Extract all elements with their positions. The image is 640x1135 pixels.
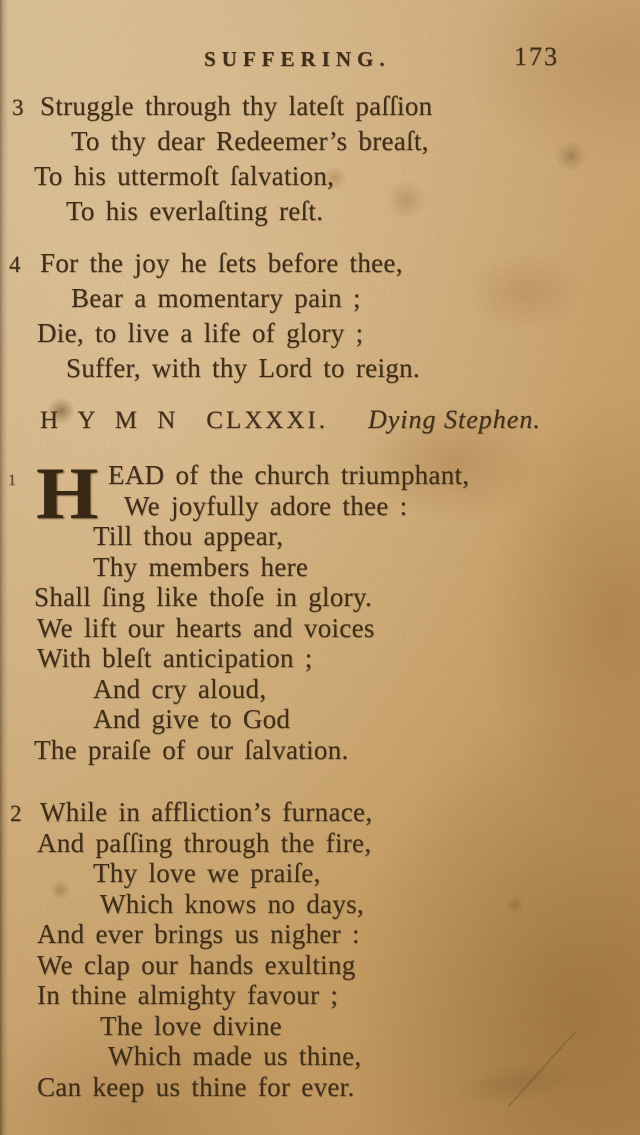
verse-line: Thy love we praiſe,	[93, 858, 321, 888]
verse-line: Bear a momentary pain ;	[71, 283, 361, 313]
section-title: SUFFERING.	[204, 47, 391, 71]
verse-line: EAD of the church triumphant,	[108, 460, 470, 490]
verse-line: While in affliction’s furnace,	[40, 797, 373, 827]
drop-cap-initial: H	[36, 453, 99, 535]
verse-line: We lift our hearts and voices	[37, 612, 375, 643]
verse-number: 1	[8, 472, 17, 489]
hymn-heading	[40, 405, 600, 435]
verse-line: Struggle through thy lateſt paſſion	[40, 91, 433, 121]
verse-line: Thy members here	[93, 551, 309, 582]
verse-line: In thine almighty favour ;	[37, 980, 339, 1010]
verse-line: For the joy he ſets before thee,	[40, 248, 403, 278]
verse-line: To thy dear Redeemer’s breaſt,	[71, 126, 429, 156]
verse-1	[0, 453, 630, 765]
verse-number: 2	[10, 801, 22, 826]
verse-line: And cry aloud,	[93, 673, 267, 704]
verse-line: And give to God	[93, 704, 291, 734]
verse-line: Suffer, with thy Lord to reign.	[66, 353, 420, 383]
verse-line: Which knows no days,	[100, 888, 364, 919]
verse-line: Till thou appear,	[93, 521, 284, 551]
verse-line: Can keep us thine for ever.	[37, 1071, 355, 1102]
verse-line: Which made us thine,	[108, 1041, 362, 1071]
verse-line: And ever brings us nigher :	[37, 919, 360, 949]
verse-line: Die, to live a life of glory ;	[37, 318, 364, 348]
hymn-subtitle: Dying Stephen.	[367, 405, 541, 434]
verse-line: We clap our hands exulting	[37, 949, 356, 980]
verse-number: 3	[12, 95, 24, 120]
verse-3	[0, 89, 630, 229]
verse-line: To his uttermoſt ſalvation,	[34, 161, 335, 191]
verse-line: We joyfully adore thee :	[124, 490, 408, 521]
verse-line: With bleſt anticipation ;	[37, 643, 313, 673]
verse-line: The praiſe of our ſalvation.	[34, 734, 349, 765]
verse-4	[0, 246, 630, 386]
page-number: 173	[514, 42, 559, 71]
hymn-label: H Y M N	[40, 407, 183, 434]
hymn-numeral: CLXXXI.	[206, 407, 328, 434]
verse-number: 4	[9, 252, 21, 277]
verse-line: And paſſing through the fire,	[37, 827, 372, 858]
verse-line: Shall ſing like thoſe in glory.	[34, 582, 373, 612]
verse-line: The love divine	[100, 1010, 282, 1041]
verse-2	[0, 797, 630, 1102]
verse-line: To his everlaſting reſt.	[66, 196, 324, 226]
